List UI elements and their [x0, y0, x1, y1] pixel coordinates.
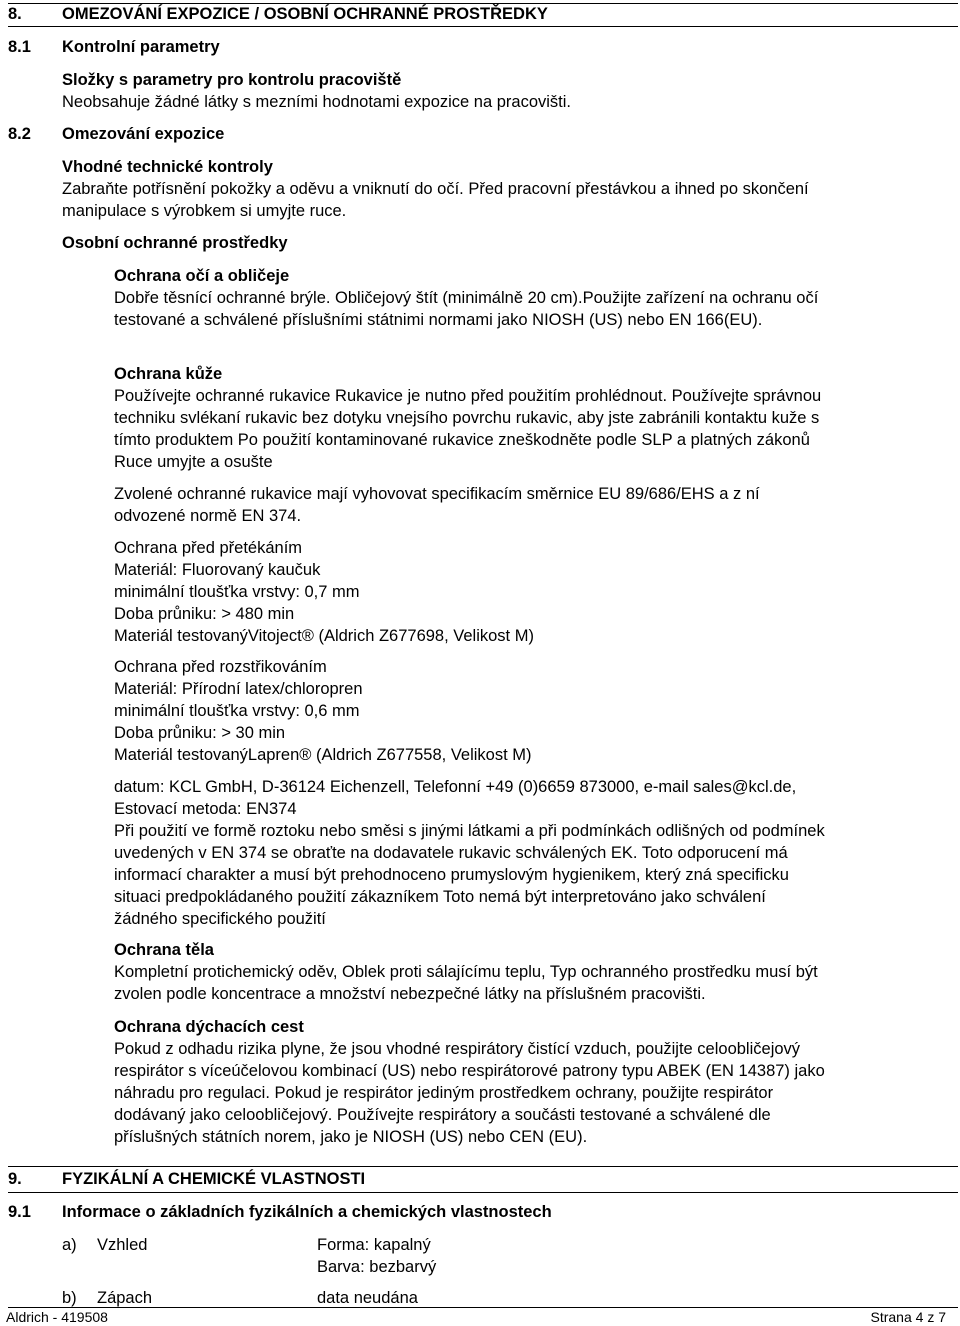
paragraph-line: minimální tloušťka vrstvy: 0,7 mm	[114, 583, 360, 601]
paragraph-line: žádného specifického použití	[114, 910, 326, 928]
paragraph-line: Estovací metoda: EN374	[114, 800, 297, 818]
paragraph-line: Ochrana před přetékáním	[114, 539, 303, 557]
property-value: Forma: kapalný	[317, 1236, 431, 1254]
paragraph-line: testované a schválené příslušními státnimi normami jako NIOSH (US) nebo EN 166(EU).	[114, 311, 763, 329]
subheading: Ochrana kůže	[114, 365, 223, 383]
paragraph-line: Doba průniku: > 30 min	[114, 724, 286, 742]
subheading: Ochrana dýchacích cest	[114, 1018, 304, 1036]
paragraph-line: techniku svlékaní rukavic bez dotyku vnejsího povrchu rukavic, aby jste zabránili kontaktu kuže s	[114, 409, 820, 427]
paragraph-line: zvolen podle koncentrace a množství nebezpečné látky na příslušném pracovišti.	[114, 985, 706, 1003]
paragraph-line: datum: KCL GmbH, D-36124 Eichenzell, Telefonní +49 (0)6659 873000, e-mail sales@kcl.de,	[114, 778, 797, 796]
paragraph-line: Dobře těsnící ochranné brýle. Obličejový štít (minimálně 20 cm).Použijte zařízení na ochranu očí	[114, 289, 819, 307]
property-value: Barva: bezbarvý	[317, 1258, 437, 1276]
paragraph-line: tímto produktem Po použití kontaminované rukavice zneškodněte podle SLP a platných zákonů	[114, 431, 810, 449]
section-divider	[8, 1166, 958, 1167]
paragraph-line: respirátor s víceúčelovou kombinací (US) nebo respirátorové patrony typu ABEK (EN 14387) jako	[114, 1062, 825, 1080]
paragraph-line: příslušných státních norem, jako je NIOSH (US) nebo CEN (EU).	[114, 1128, 588, 1146]
property-name: Zápach	[97, 1289, 153, 1307]
paragraph-line: Materiál testovanýLapren® (Aldrich Z677558, Velikost M)	[114, 746, 532, 764]
footer-divider	[8, 1307, 958, 1308]
section-title: OMEZOVÁNÍ EXPOZICE / OSOBNÍ OCHRANNÉ PROSTŘEDKY	[62, 5, 548, 23]
footer-page-number: Strana 4 z 7	[870, 1309, 946, 1325]
section-number: 8.	[8, 5, 22, 23]
paragraph-line: Materiál testovanýVitoject® (Aldrich Z677698, Velikost M)	[114, 627, 534, 645]
subsection-number: 8.2	[8, 125, 31, 143]
paragraph-line: dodávaný jako celoobličejový. Používejte respirátory a součásti testované a schválené dle	[114, 1106, 771, 1124]
paragraph-line: Ochrana před rozstřikováním	[114, 658, 327, 676]
property-label: b)	[62, 1289, 77, 1307]
subheading: Vhodné technické kontroly	[62, 158, 273, 176]
paragraph-line: odvozené normě EN 374.	[114, 507, 302, 525]
paragraph-line: Doba průniku: > 480 min	[114, 605, 295, 623]
subsection-number: 8.1	[8, 38, 31, 56]
section-number: 9.	[8, 1170, 22, 1188]
paragraph-line: Neobsahuje žádné látky s mezními hodnotami expozice na pracovišti.	[62, 93, 572, 111]
paragraph-line: náhradu pro regulaci. Pokud je respirátor jediným prostředkem ochrany, použijte respirátor	[114, 1084, 774, 1102]
paragraph-line: Kompletní protichemický oděv, Oblek proti sálajícímu teplu, Typ ochranného prostředku musí být	[114, 963, 818, 981]
paragraph-line: Zabraňte potřísnění pokožky a oděvu a vniknutí do očí. Před pracovní přestávkou a ihned po skončení	[62, 180, 809, 198]
subheading: Osobní ochranné prostředky	[62, 234, 288, 252]
subsection-title: Omezování expozice	[62, 125, 225, 143]
subheading: Ochrana těla	[114, 941, 214, 959]
subsection-title: Kontrolní parametry	[62, 38, 220, 56]
footer-product: Aldrich - 419508	[6, 1309, 108, 1325]
subsection-number: 9.1	[8, 1203, 31, 1221]
paragraph-line: Používejte ochranné rukavice Rukavice je nutno před použitím prohlédnout. Používejte správnou	[114, 387, 822, 405]
subheading: Ochrana očí a obličeje	[114, 267, 290, 285]
paragraph-line: informací charakter a musí být prehodnoceno prumyslovým hygienikem, který zná specificku	[114, 866, 789, 884]
section-divider	[8, 26, 958, 27]
subsection-title: Informace o základních fyzikálních a chemických vlastnostech	[62, 1203, 552, 1221]
property-name: Vzhled	[97, 1236, 148, 1254]
paragraph-line: Materiál: Přírodní latex/chloropren	[114, 680, 363, 698]
paragraph-line: Pokud z odhadu rizika plyne, že jsou vhodné respirátory čistící vzduch, použijte celoobličejový	[114, 1040, 801, 1058]
paragraph-line: uvedených v EN 374 se obraťte na dodavatele rukavic schválených EK. Toto odporucení má	[114, 844, 788, 862]
paragraph-line: Ruce umyjte a osušte	[114, 453, 273, 471]
section-divider	[8, 1192, 958, 1193]
section-title: FYZIKÁLNÍ A CHEMICKÉ VLASTNOSTI	[62, 1170, 366, 1188]
paragraph-line: minimální tloušťka vrstvy: 0,6 mm	[114, 702, 360, 720]
property-value: data neudána	[317, 1289, 418, 1307]
paragraph-line: Zvolené ochranné rukavice mají vyhovovat specifikacím směrnice EU 89/686/EHS a z ní	[114, 485, 760, 503]
paragraph-line: Při použití ve formě roztoku nebo směsi s jinými látkami a při podmínkách odlišných od podmínek	[114, 822, 825, 840]
property-label: a)	[62, 1236, 77, 1254]
paragraph-line: manipulace s výrobkem si umyjte ruce.	[62, 202, 347, 220]
subheading: Složky s parametry pro kontrolu pracoviště	[62, 71, 402, 89]
paragraph-line: situaci predpokládaného použití zákazníkem Toto nemá být interpretováno jako schválení	[114, 888, 766, 906]
paragraph-line: Materiál: Fluorovaný kaučuk	[114, 561, 321, 579]
